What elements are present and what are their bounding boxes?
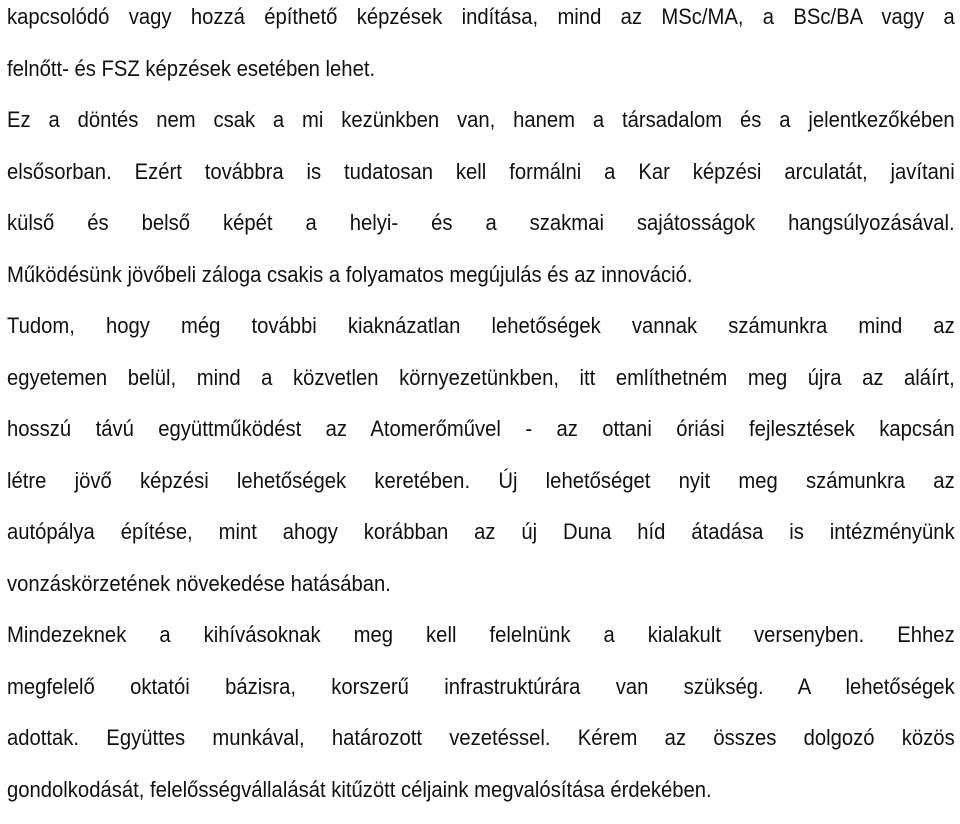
text-line: Működésünk jövőbeli záloga csakis a folyamatos megújulás és az innováció. xyxy=(7,261,693,287)
text-line: vonzáskörzetének növekedése hatásában. xyxy=(7,570,391,596)
text-line: hosszú távú együttműködést az Atomerőművel - az ottani óriási fejlesztések kapcsán xyxy=(7,416,955,441)
text-line: kapcsolódó vagy hozzá építhető képzések indítása, mind az MSc/MA, a BSc/BA vagy a xyxy=(7,4,955,29)
text-line: Mindezeknek a kihívásoknak meg kell felelnünk a kialakult versenyben. Ehhez xyxy=(7,622,955,647)
text-line: létre jövő képzési lehetőségek keretében. Új lehetőséget nyit meg számunkra az xyxy=(7,467,955,493)
document-body xyxy=(7,0,955,824)
text-line: Tudom, hogy még további kiaknázatlan lehetőségek vannak számunkra mind az xyxy=(7,313,955,338)
text-line: külső és belső képét a helyi- és a szakmai sajátosságok hangsúlyozásával. xyxy=(7,210,955,235)
text-line: gondolkodását, felelősségvállalását kitűzött céljaink megvalósítása érdekében. xyxy=(7,776,712,802)
text-line: egyetemen belül, mind a közvetlen környezetünkben, itt említhetném meg újra az aláírt, xyxy=(7,364,955,390)
text-line: felnőtt- és FSZ képzések esetében lehet. xyxy=(7,55,376,81)
text-line: elsősorban. Ezért továbbra is tudatosan kell formálni a Kar képzési arculatát, javítani xyxy=(7,158,955,184)
text-line: megfelelő oktatói bázisra, korszerű infrastruktúrára van szükség. A lehetőségek xyxy=(7,673,955,699)
body-text xyxy=(7,0,955,815)
text-line: autópálya építése, mint ahogy korábban az új Duna híd átadása is intézményünk xyxy=(7,519,955,544)
document-page xyxy=(7,0,955,824)
text-line: adottak. Együttes munkával, határozott vezetéssel. Kérem az összes dolgozó közös xyxy=(7,725,955,750)
text-line: Ez a döntés nem csak a mi kezünkben van, hanem a társadalom és a jelentkezőkében xyxy=(7,107,955,132)
